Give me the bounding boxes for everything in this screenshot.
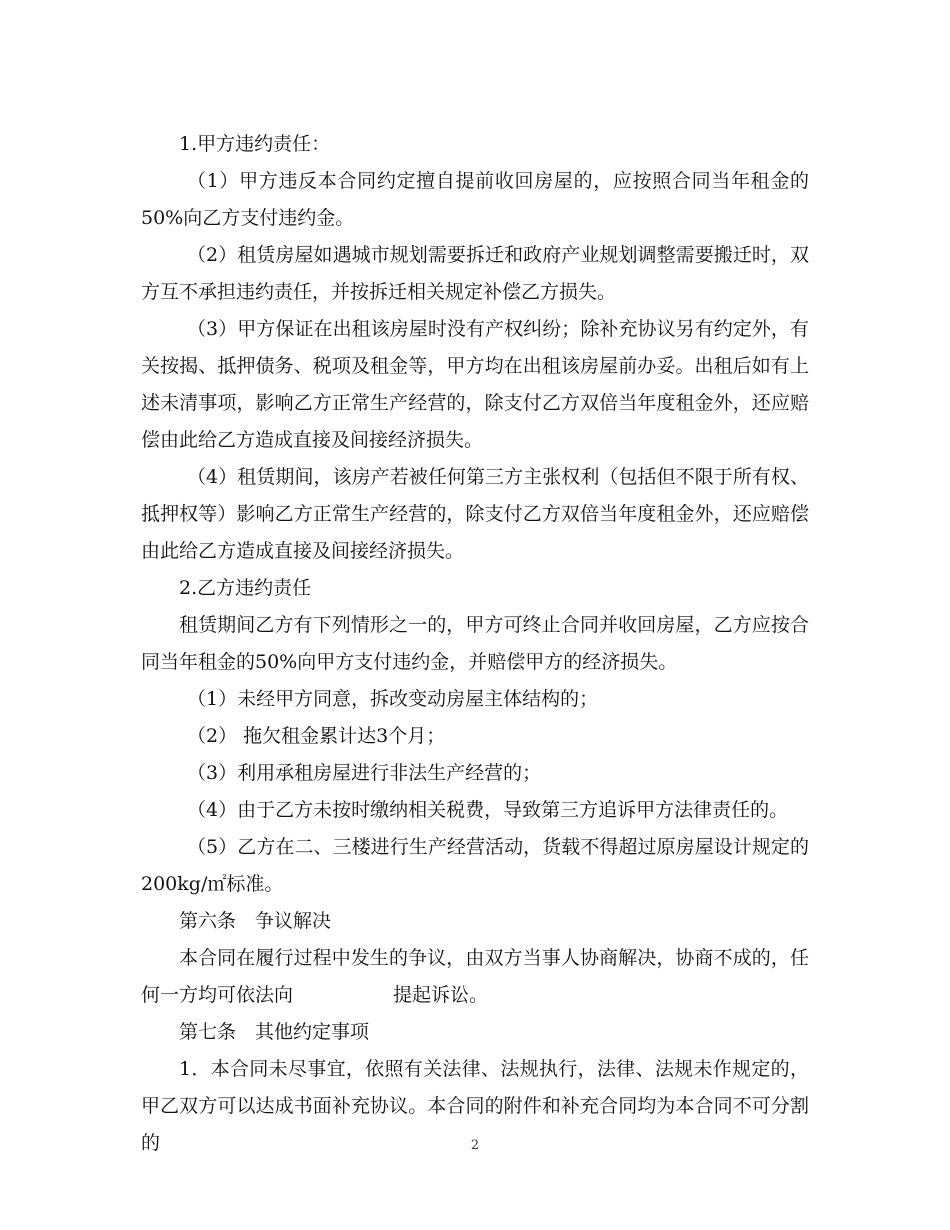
section-heading-party-b-liability: 2.乙方违约责任 <box>179 577 312 599</box>
page-number: 2 <box>470 1138 480 1153</box>
article-six-heading: 第六条 争议解决 <box>179 910 332 932</box>
clause-b-1: （1）未经甲方同意，拆改变动房屋主体结构的； <box>187 688 599 710</box>
clause-a-2: （2）租赁房屋如遇城市规划需要拆迁和政府产业规划调整需要搬迁时，双方互不承担违约责任，并按拆迁相关规定补偿乙方损失。 <box>141 244 809 303</box>
article-seven-heading: 第七条 其他约定事项 <box>179 1021 370 1043</box>
dispute-text-before-blank: 本合同在履行过程中发生的争议，由双方当事人协商解决，协商不成的，任何一方均可依法向 <box>141 947 809 1006</box>
clause-a-1: （1）甲方违反本合同约定擅自提前收回房屋的，应按照合同当年租金的50%向乙方支付违约金。 <box>141 170 809 229</box>
party-b-intro-paragraph: 租赁期间乙方有下列情形之一的，甲方可终止合同并收回房屋，乙方应按合同当年租金的50%向甲方支付违约金，并赔偿甲方的经济损失。 <box>141 614 809 673</box>
dispute-text-after-blank: 提起诉讼。 <box>393 984 489 1006</box>
clause-b-4: （4）由于乙方未按时缴纳相关税费，导致第三方追诉甲方法律责任的。 <box>187 799 789 821</box>
clause-a-3: （3）甲方保证在出租该房屋时没有产权纠纷；除补充协议另有约定外，有关按揭、抵押债务、税项及租金等，甲方均在出租该房屋前办妥。出租后如有上述未清事项，影响乙方正常生产经营的，除支付乙方双倍当年度租金外，还应赔偿由此给乙方造成直接及间接经济损失。 <box>141 318 809 451</box>
clause-b-2: （2） 拖欠租金累计达3个月； <box>187 725 446 747</box>
clause-a-4: （4）租赁期间，该房产若被任何第三方主张权利（包括但不限于所有权、抵押权等）影响乙方正常生产经营的，除支付乙方双倍当年度租金外，还应赔偿由此给乙方造成直接及间接经济损失。 <box>141 466 809 562</box>
clause-b-5: （5）乙方在二、三楼进行生产经营活动，货载不得超过原房屋设计规定的200kg/㎡标准。 <box>141 836 809 895</box>
section-heading-party-a-liability: 1.甲方违约责任： <box>179 133 331 155</box>
article-seven-item-1: 1．本合同未尽事宜，依照有关法律、法规执行，法律、法规未作规定的，甲乙双方可以达成书面补充协议。本合同的附件和补充合同均为本合同不可分割的 <box>141 1058 809 1154</box>
clause-b-3: （3）利用承租房屋进行非法生产经营的； <box>187 762 542 784</box>
dispute-resolution-paragraph <box>141 940 809 1014</box>
